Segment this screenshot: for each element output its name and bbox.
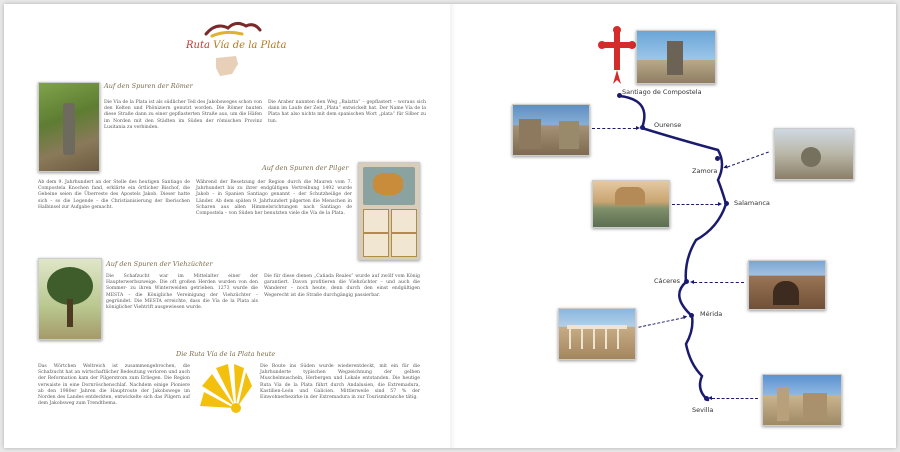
route-map bbox=[456, 4, 896, 448]
text-herders-col1: Die Schafzucht war im Mittelalter einer der Haupterwerbszweige. Die oft großen Herden wurden von den Sommer- zu ihren Winterweiden getrieben. 1273 wurde die MESTA – die Königliche Vereinigung der Viehzüchter – gegründet. Die MESTA erreichte, dass die Vía de la Plata als königlicher Viehtrift ausgewiesen wurde. bbox=[106, 274, 258, 311]
right-page bbox=[456, 4, 896, 448]
logo-graphic-icon bbox=[202, 18, 262, 38]
text-today-col2: Die Route ins Süden wurde wiederentdeckt, mit ein für die Jahrhunderte typischen Wegzeichnung der gelben Muschelmuscheln, Herbergen und Lokale entstanden. Die heutige Ruta Vía de la Plata führt durch Andalusien, die Extremadura, Kastilien-León und Galicien. Mittlerweile sind 57 % der Einwohnerbezirke in der Extremadura in zur Tourismbranche tätig. bbox=[260, 364, 420, 401]
label-caceres: Cáceres bbox=[654, 277, 681, 285]
ruta-logo bbox=[186, 18, 287, 88]
heading-pilgrims: Auf den Spuren der Pilger bbox=[262, 164, 349, 172]
brand-word-ruta: Ruta bbox=[186, 40, 210, 51]
label-ourense: Ourense bbox=[654, 121, 682, 129]
heading-today: Die Ruta Vía de la Plata heute bbox=[176, 350, 276, 358]
text-herders-col2: Die für diese dienen „Cañada Reales“ wurde auf zwölf vom König garantiert. Davon profitieren die Viehzüchter – und auch die Wanderer – noch heute, denn durch den einst endgültigen Wegerecht ist die Straße durchgängig passierbar. bbox=[264, 274, 420, 298]
dot-zamora bbox=[715, 156, 720, 161]
dot-salamanca bbox=[724, 201, 729, 206]
text-pilgrims-col1: Ab dem 9. Jahrhundert an der Stelle des heutigen Santiago de Compostela Knochen fand, erklärte ein örtlicher Bischof, die Gebeine seien die Überreste des Apostels Jakob. Dieser hatte sich – so die Legende – die Christianisierung der Iberischen Halbinsel zur Aufgabe gemacht. bbox=[38, 180, 190, 210]
photo-oak-tree bbox=[38, 258, 102, 340]
label-sevilla: Sevilla bbox=[692, 406, 714, 414]
dot-ourense bbox=[640, 125, 645, 130]
text-today-col1: Das Wörtchen Weltreich ist zusammengebrochen, die Schafzucht hat an wirtschaftlicher Bedeutung verloren und auch der Reformation kam der Pilgerstrom zum Erliegen. Die Region verwaiste in eine Dornröschenschlaf. Nachdem einige Pioniere ab den 1980er Jahren die Hauptroute der Jakobswege im Norden des Landes entdeckten, entwickelte sich das Pilgern auf dem Jakobsweg zum Trendthema. bbox=[38, 364, 190, 407]
photo-pilgrim-tiles bbox=[358, 162, 420, 260]
text-pilgrims-col2: Während der Besetzung der Region durch die Mauren vom 7. Jahrhundert bis zu ihrer endgültigen Vertreibung 1492 wurde Jakob – in Spanien Santiago genannt – der Schutzheilige der Länder. Ab dem späten 9. Jahrhundert pilgerten die Menschen in Scharen aus allen Himmelsrichtungen nach Santiago de Compostela – von Süden her benutzten viele die Vía de la Plata. bbox=[196, 180, 352, 217]
photo-roman-milestone bbox=[38, 82, 100, 172]
dot-caceres bbox=[684, 279, 689, 284]
arrow-ourense bbox=[592, 128, 636, 129]
text-romans-col1: Die Vía de la Plata ist als südlicher Teil des Jakobsweges schon von den Kelten und Phöniziern genutzt worden. Die Römer bauten diese Straße dann zu einer gepflasterten Straße aus, um die Häfen im Norden mit den Städten im Süden der römischen Provinz Lusitania zu verbinden. bbox=[104, 100, 262, 130]
label-zamora: Zamora bbox=[692, 167, 718, 175]
label-santiago: Santiago de Compostela bbox=[622, 88, 702, 96]
heading-herders: Auf den Spuren der Viehzüchter bbox=[106, 260, 213, 268]
brand-word-plata: Vía de la Plata bbox=[213, 40, 287, 51]
arrow-caceres bbox=[694, 282, 744, 283]
heading-romans: Auf den Spuren der Römer bbox=[104, 82, 193, 90]
brand-title bbox=[186, 40, 286, 51]
route-line bbox=[620, 96, 726, 400]
text-romans-col2: Die Araber nannten den Weg „Balatta“ – gepflastert – woraus sich dann im Laufe der Zeit „Plata“ entwickelt hat. Der Name Vía de la Plata hat also nichts mit dem spanischen Wort „plata“ für Silber zu tun. bbox=[268, 100, 426, 124]
dot-merida bbox=[689, 313, 694, 318]
label-salamanca: Salamanca bbox=[734, 199, 770, 207]
label-merida: Mérida bbox=[700, 310, 723, 318]
scallop-shell-icon bbox=[194, 362, 254, 418]
spain-map-icon bbox=[214, 54, 240, 78]
left-page bbox=[4, 4, 450, 448]
book-spread bbox=[4, 4, 896, 448]
arrow-salamanca bbox=[672, 204, 718, 205]
arrow-sevilla bbox=[712, 398, 758, 399]
